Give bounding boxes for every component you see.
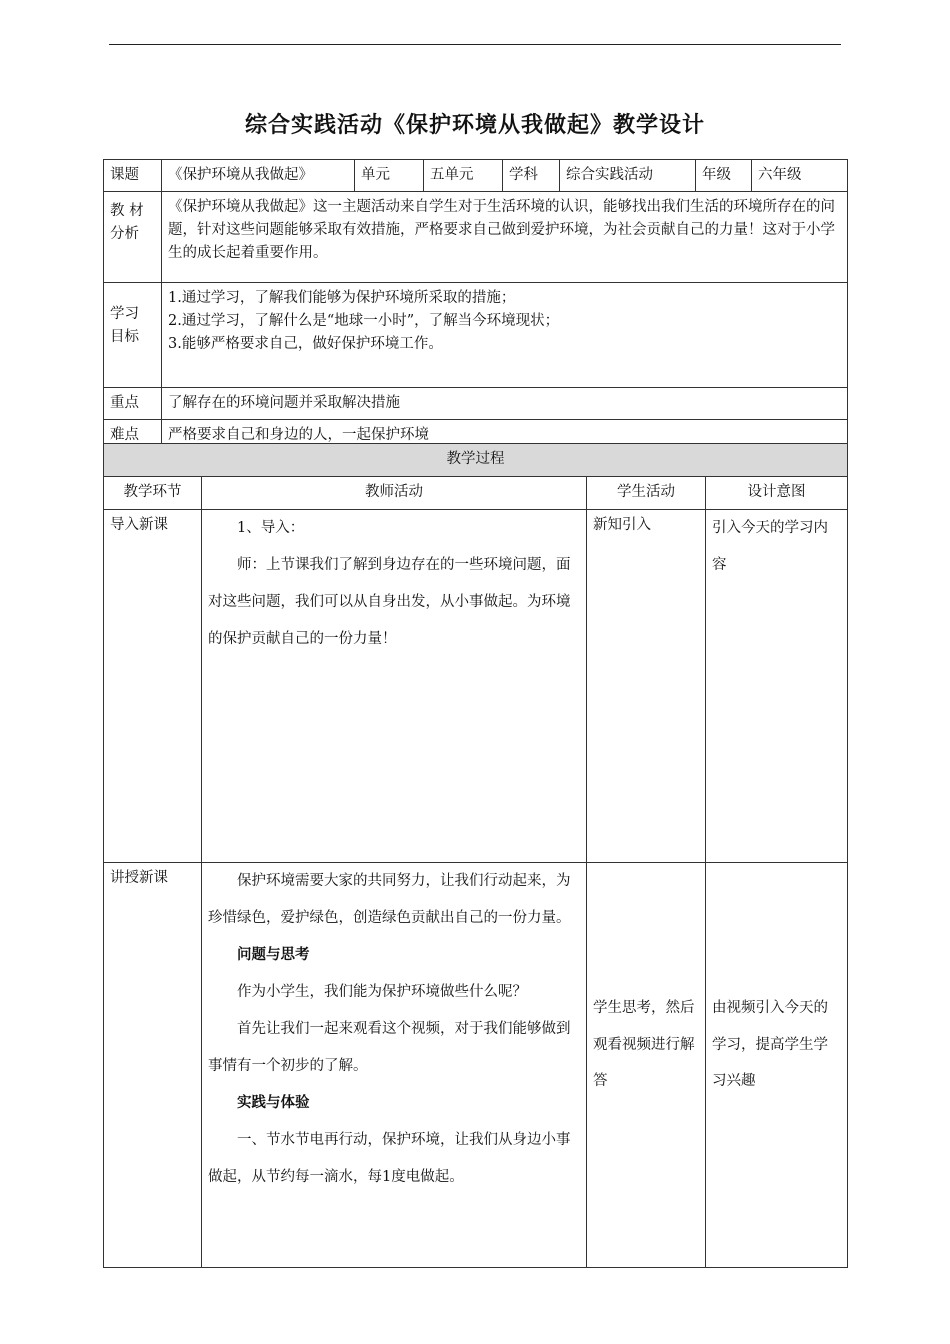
- goal-item: 2.通过学习，了解什么是“地球一小时”，了解当今环境现状；: [168, 313, 560, 330]
- unit-label: 单元: [355, 160, 424, 192]
- goals-label: [104, 283, 162, 388]
- grade-value: 六年级: [752, 160, 848, 192]
- topic-value: 《保护环境从我做起》: [162, 160, 355, 192]
- intro-student: 新知引入: [587, 510, 706, 863]
- info-row-key: [104, 388, 848, 420]
- intro-teacher-p1: 1、导入：: [237, 520, 305, 536]
- goals-label-line1: 学习: [110, 306, 139, 322]
- document-title: 综合实践活动《保护环境从我做起》教学设计: [244, 112, 705, 138]
- teaching-student-text: 学生思考，然后观看视频进行解答: [593, 999, 695, 1090]
- teaching-heading-2: 实践与体验: [237, 1093, 310, 1111]
- teaching-teacher: [202, 863, 587, 1268]
- info-row-analysis: [104, 192, 848, 283]
- analysis-text: 《保护环境从我做起》这一主题活动来自学生对于生活环境的认识，能够找出我们生活的环境所存在的问题，针对这些问题能够采取有效措施，严格要求自己做到爱护环境，为社会贡献自己的力量！这对于小学生的成长起着重要作用。: [162, 192, 848, 283]
- grade-label: 年级: [696, 160, 752, 192]
- teaching-student: [587, 863, 706, 1268]
- info-row-topic: [104, 160, 848, 192]
- process-bar-label: 教学过程: [104, 444, 848, 477]
- intro-intent: 引入今天的学习内容: [706, 510, 848, 863]
- difficulty-label: 难点: [104, 420, 162, 452]
- header-rule: [109, 44, 841, 45]
- key-value: 了解存在的环境问题并采取解决措施: [162, 388, 848, 420]
- process-header-row: [104, 477, 848, 510]
- teaching-intent: [706, 863, 848, 1268]
- teaching-heading-1: 问题与思考: [237, 945, 310, 963]
- goals-label-line2: 目标: [110, 329, 139, 346]
- subject-label: 学科: [503, 160, 560, 192]
- header-student: 学生活动: [587, 477, 706, 510]
- header-intent: 设计意图: [706, 477, 848, 510]
- intro-teacher: [202, 510, 587, 863]
- topic-label: 课题: [104, 160, 162, 192]
- teaching-teacher-p4: 一、节水节电再行动，保护环境，让我们从身边小事做起，从节约每一滴水，每1度电做起。: [208, 1131, 571, 1185]
- intro-teacher-p2: 师：上节课我们了解到身边存在的一些环境问题，面对这些问题，我们可以从自身出发，从小事做起。为环境的保护贡献自己的一份力量！: [208, 556, 571, 647]
- difficulty-value: 严格要求自己和身边的人，一起保护环境: [162, 420, 848, 452]
- analysis-label-line1: 教 材: [110, 203, 144, 219]
- header-stage: 教学环节: [104, 477, 202, 510]
- analysis-label-line2: 分析: [110, 226, 139, 243]
- teaching-teacher-p3: 首先让我们一起来观看这个视频，对于我们能够做到事情有一个初步的了解。: [208, 1020, 571, 1074]
- process-bar-row: [104, 444, 848, 477]
- process-row-teaching: [104, 863, 848, 1268]
- teaching-teacher-p2: 作为小学生，我们能为保护环境做些什么呢？: [237, 983, 527, 1000]
- goals-list: [162, 283, 848, 388]
- goal-item: 1.通过学习，了解我们能够为保护环境所采取的措施；: [168, 290, 516, 306]
- info-row-goals: [104, 283, 848, 388]
- info-table: [103, 159, 848, 452]
- teaching-teacher-p1: 保护环境需要大家的共同努力，让我们行动起来，为珍惜绿色，爱护绿色，创造绿色贡献出自己的一份力量。: [208, 873, 571, 926]
- process-row-intro: [104, 510, 848, 863]
- teaching-stage: 讲授新课: [104, 863, 202, 1268]
- analysis-label: [104, 192, 162, 283]
- subject-value: 综合实践活动: [560, 160, 696, 192]
- key-label: 重点: [104, 388, 162, 420]
- header-teacher: 教师活动: [202, 477, 587, 510]
- teaching-intent-text: 由视频引入今天的学习，提高学生学习兴趣: [712, 999, 828, 1090]
- unit-value: 五单元: [424, 160, 503, 192]
- intro-stage: 导入新课: [104, 510, 202, 863]
- goal-item: 3.能够严格要求自己，做好保护环境工作。: [168, 336, 443, 353]
- process-table: [103, 443, 848, 1268]
